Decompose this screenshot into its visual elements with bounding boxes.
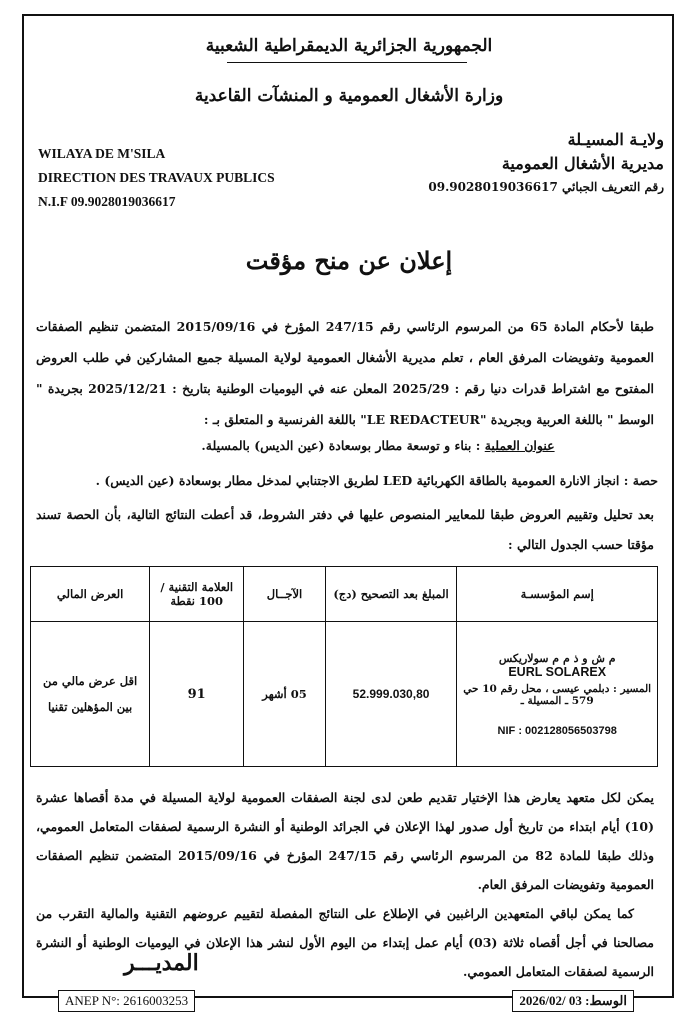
company-name-ar: م ش و ذ م م سولاريكس: [498, 651, 616, 665]
score-cell: 91: [150, 622, 244, 767]
results-table: [30, 566, 658, 767]
publication-date: [512, 990, 634, 1012]
director-signature: المديـــر: [124, 950, 199, 976]
arabic-authority-block: [428, 128, 664, 198]
direction-ar: مديرية الأشغال العمومية: [501, 154, 664, 173]
company-nif: NIF : 002128056503798: [497, 724, 617, 737]
wassat-label: الوسط:: [581, 993, 627, 1008]
anep-number: ANEP N°: 2616003253: [58, 990, 195, 1012]
ministry-heading: وزارة الأشغال العمومية و المنشآت القاعدية: [194, 86, 504, 106]
nif-ar: رقم التعريف الجبائي 09.9028019036617: [428, 180, 664, 194]
wilaya-fr: WILAYA DE M'SILA: [38, 146, 166, 161]
wassat-date: 2026/02/ 03: [519, 993, 582, 1008]
amount-cell: 52.999.030,80: [325, 622, 457, 767]
header-delay: الآجــال: [244, 567, 326, 622]
wilaya-ar: ولايـة المسيـلة: [567, 130, 664, 149]
company-cell: [457, 622, 658, 767]
evaluation-paragraph: بعد تحليل وتقييم العروض طبقا للمعايير المنصوص عليها في دفتر الشروط، قد أعطت النتائج التالية، بأن الحصة تسند مؤقتا حسب الجدول التالي :: [36, 507, 654, 552]
republic-heading: الجمهورية الجزائرية الديمقراطية الشعبية: [205, 36, 493, 56]
header-company: إسم المؤسسـة: [457, 567, 658, 622]
company-address: المسير : دبلمي عيسى ، محل رقم 10 حي 579 ـ المسيلة ـ: [463, 682, 652, 707]
table-header-row: [31, 567, 658, 622]
subject-text: : بناء و توسعة مطار بوسعادة (عين الديس) بالمسيلة.: [201, 438, 485, 453]
company-name-fr: EURL SOLAREX: [508, 664, 607, 679]
delay-cell: 05 أشهر: [244, 622, 326, 767]
intro-paragraph: طبقا لأحكام المادة 65 من المرسوم الرئاسي رقم 247/15 المؤرخ في 2015/09/16 المتضمن تنظيم الصفقات العمومية وتفويضات المرفق العام ، تعلم مديرية الأشغال العمومية لولاية المسيلة جميع المشاركين في طلب العروض المفتوح مع اشتراط قدرات دنيا رقم : 2025/29 المعلن عنه في اليوميات الوطنية بتاريخ : 2025/12/21 بجريدة " الوسط " باللغة العربية وبجريدة "LE REDACTEUR" باللغة الفرنسية و المتعلق بـ :: [36, 319, 654, 427]
notice-title: إعلان عن منح مؤقت: [245, 246, 453, 275]
table-row: [31, 622, 658, 767]
header-amount: المبلغ بعد التصحيح (دج): [325, 567, 457, 622]
heading-divider: [227, 62, 467, 63]
direction-fr: DIRECTION DES TRAVAUX PUBLICS: [38, 170, 275, 185]
operation-subject: [98, 438, 658, 453]
french-authority-block: [38, 142, 275, 214]
appeal-text: يمكن لكل متعهد يعارض هذا الإختيار تقديم طعن لدى لجنة الصفقات العمومية لولاية المسيلة في مدة أقصاها عشرة (10) أيام ابتداء من تاريخ أول صدور لهذا الإعلان في الجرائد الوطنية أو النشرة الرسمية لصفقات المتعامل العمومي، وذلك طبقا للمادة 82 من المرسوم الرئاسي رقم 247/15 المؤرخ في 2015/09/16 المتضمن تنظيم الصفقات العمومية وتفويضات المرفق العام.: [36, 790, 654, 892]
offer-cell: اقل عرض مالي من بين المؤهلين تقنيا: [31, 622, 150, 767]
header-score: العلامة التقنية / 100 نقطة: [150, 567, 244, 622]
nif-fr: N.I.F 09.9028019036617: [38, 194, 176, 209]
lot-description: حصة : انجاز الانارة العمومية بالطاقة الكهربائية LED لطريق الاجتنابي لمدخل مطار بوسعادة (عين الديس) .: [95, 473, 658, 488]
header-offer: العرض المالي: [31, 567, 150, 622]
subject-label: عنوان العملية: [484, 438, 555, 453]
consultation-text: كما يمكن لباقي المتعهدين الراغبين في الإطلاع على النتائج المفصلة لتقييم عروضهم التقنية والمالية التقرب من مصالحنا في أجل أقصاه ثلاثة (03) أيام عمل إبتداء من اليوم الأول لنشر هذا الإعلان في اليوميات الوطنية أو النشرة الرسمية لصفقات المتعامل العمومي.: [36, 906, 654, 979]
